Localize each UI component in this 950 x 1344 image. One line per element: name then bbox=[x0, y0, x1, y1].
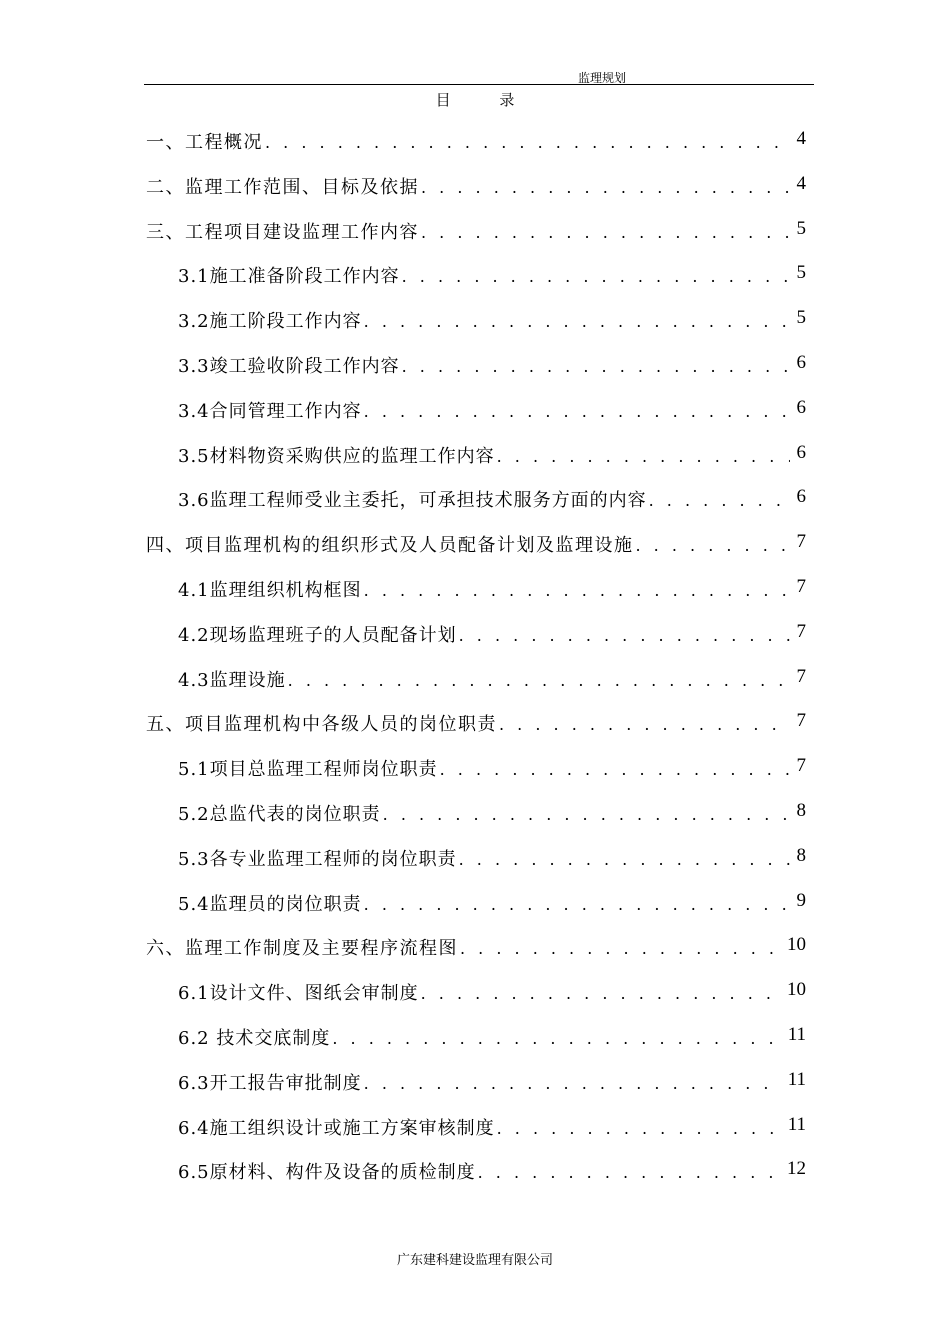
toc-entry[interactable] bbox=[0, 1158, 950, 1192]
toc-entry-page: 11 bbox=[787, 1024, 806, 1045]
toc-entry[interactable] bbox=[0, 173, 950, 207]
toc-leader-dots bbox=[364, 581, 790, 600]
toc-entry[interactable] bbox=[0, 800, 950, 834]
footer-company: 广东建科建设监理有限公司 bbox=[396, 1253, 553, 1268]
toc-leader-dots bbox=[497, 447, 790, 466]
toc-entry[interactable] bbox=[0, 1024, 950, 1058]
toc-entry-label: 3.4合同管理工作内容 bbox=[178, 400, 362, 422]
toc-entry-label: 3.2施工阶段工作内容 bbox=[178, 311, 362, 333]
toc-entry[interactable] bbox=[0, 486, 950, 520]
toc-leader-dots bbox=[440, 760, 790, 779]
toc-entry-label: 六、监理工作制度及主要程序流程图 bbox=[146, 938, 458, 960]
toc-leader-dots bbox=[636, 536, 790, 555]
toc-entry-page: 7 bbox=[796, 755, 806, 777]
toc-entry[interactable] bbox=[0, 128, 950, 162]
toc-entry-label: 4.2现场监理班子的人员配备计划 bbox=[178, 624, 457, 646]
toc-entry-label: 6.3开工报告审批制度 bbox=[178, 1072, 362, 1094]
toc-entry[interactable] bbox=[0, 845, 950, 879]
toc-leader-dots bbox=[421, 223, 790, 242]
toc-leader-dots bbox=[421, 178, 790, 197]
toc-entry-page: 7 bbox=[796, 710, 806, 732]
toc-leader-dots bbox=[364, 895, 790, 914]
toc-entry-page: 4 bbox=[796, 172, 806, 194]
toc-leader-dots bbox=[332, 1029, 780, 1048]
toc-entry-label: 5.2总监代表的岗位职责 bbox=[178, 804, 381, 825]
toc-entry-page: 8 bbox=[796, 844, 806, 866]
header-rule bbox=[144, 84, 814, 85]
toc-leader-dots bbox=[421, 984, 780, 1003]
toc-entry-page: 6 bbox=[796, 486, 806, 508]
toc-entry-page: 4 bbox=[796, 128, 806, 149]
toc-entry-page: 10 bbox=[787, 979, 806, 1001]
toc-entry-page: 11 bbox=[787, 1113, 806, 1135]
toc-leader-dots bbox=[499, 715, 790, 734]
running-header: 监理规划 bbox=[578, 71, 627, 85]
toc-entry-label: 五、项目监理机构中各级人员的岗位职责 bbox=[146, 714, 497, 736]
toc-entry-label: 5.1项目总监理工程师岗位职责 bbox=[178, 759, 438, 781]
toc-leader-dots bbox=[383, 805, 790, 824]
toc-leader-dots bbox=[364, 1074, 781, 1093]
toc-entry-label: 6.2 技术交底制度 bbox=[178, 1028, 331, 1049]
toc-leader-dots bbox=[459, 626, 790, 645]
toc-entry[interactable] bbox=[0, 890, 950, 924]
toc-entry[interactable] bbox=[0, 442, 950, 476]
toc-entry-page: 5 bbox=[796, 262, 806, 284]
toc-entry-page: 6 bbox=[796, 396, 806, 418]
toc-entry[interactable] bbox=[0, 218, 950, 252]
toc-entry-label: 3.3竣工验收阶段工作内容 bbox=[178, 356, 400, 377]
toc-entry[interactable] bbox=[0, 666, 950, 700]
toc-leader-dots bbox=[288, 671, 790, 690]
toc-entry-page: 7 bbox=[796, 665, 806, 687]
toc-leader-dots bbox=[402, 267, 790, 286]
toc-entry-label: 3.6监理工程师受业主委托，可承担技术服务方面的内容 bbox=[178, 490, 647, 512]
toc-entry-page: 10 bbox=[787, 934, 806, 956]
toc-entry-page: 6 bbox=[796, 352, 806, 373]
toc-entry-label: 5.4监理员的岗位职责 bbox=[178, 893, 362, 915]
toc-entry[interactable] bbox=[0, 1114, 950, 1148]
toc-entry-label: 三、工程项目建设监理工作内容 bbox=[146, 221, 419, 243]
toc-leader-dots bbox=[649, 491, 790, 510]
toc-leader-dots bbox=[478, 1163, 780, 1182]
toc-entry-label: 4.1监理组织机构框图 bbox=[178, 580, 362, 601]
toc-entry-page: 7 bbox=[796, 620, 806, 642]
toc-leader-dots bbox=[497, 1119, 781, 1138]
toc-entry-page: 11 bbox=[787, 1068, 806, 1090]
toc-entry-label: 二、监理工作范围、目标及依据 bbox=[146, 176, 419, 198]
toc-entry-label: 3.1施工准备阶段工作内容 bbox=[178, 266, 400, 288]
toc-title: 目 录 bbox=[435, 91, 537, 109]
toc-entry-page: 12 bbox=[787, 1158, 806, 1180]
toc-entry-page: 7 bbox=[796, 531, 806, 553]
toc-leader-dots bbox=[402, 357, 790, 376]
toc-entry[interactable] bbox=[0, 755, 950, 789]
toc-entry[interactable] bbox=[0, 576, 950, 610]
toc-leader-dots bbox=[364, 402, 790, 421]
toc-entry-label: 6.5原材料、构件及设备的质检制度 bbox=[178, 1162, 476, 1184]
toc-entry[interactable] bbox=[0, 352, 950, 386]
toc-entry-label: 一、工程概况 bbox=[146, 132, 263, 153]
toc-entry[interactable] bbox=[0, 307, 950, 341]
toc-leader-dots bbox=[460, 939, 780, 958]
toc-entry[interactable] bbox=[0, 710, 950, 744]
toc-entry-page: 9 bbox=[796, 889, 806, 911]
toc-entry[interactable] bbox=[0, 934, 950, 968]
toc-entry-label: 3.5材料物资采购供应的监理工作内容 bbox=[178, 445, 495, 467]
toc-entry[interactable] bbox=[0, 621, 950, 655]
toc-entry[interactable] bbox=[0, 397, 950, 431]
toc-entry-label: 6.4施工组织设计或施工方案审核制度 bbox=[178, 1117, 495, 1139]
toc-leader-dots bbox=[459, 850, 790, 869]
toc-entry-page: 5 bbox=[796, 217, 806, 239]
toc-entry-page: 7 bbox=[796, 576, 806, 597]
toc-entry-label: 4.3监理设施 bbox=[178, 669, 286, 691]
toc-entry-label: 四、项目监理机构的组织形式及人员配备计划及监理设施 bbox=[146, 535, 634, 557]
toc-entry[interactable] bbox=[0, 262, 950, 296]
toc-entry[interactable] bbox=[0, 531, 950, 565]
toc-entry-label: 6.1设计文件、图纸会审制度 bbox=[178, 983, 419, 1005]
toc-entry-label: 5.3各专业监理工程师的岗位职责 bbox=[178, 848, 457, 870]
toc-leader-dots bbox=[265, 133, 790, 152]
toc-entry-page: 6 bbox=[796, 441, 806, 463]
toc-entry-page: 5 bbox=[796, 307, 806, 329]
toc-entry[interactable] bbox=[0, 979, 950, 1013]
toc-leader-dots bbox=[364, 312, 790, 331]
toc-entry-page: 8 bbox=[796, 800, 806, 821]
toc-entry[interactable] bbox=[0, 1069, 950, 1103]
